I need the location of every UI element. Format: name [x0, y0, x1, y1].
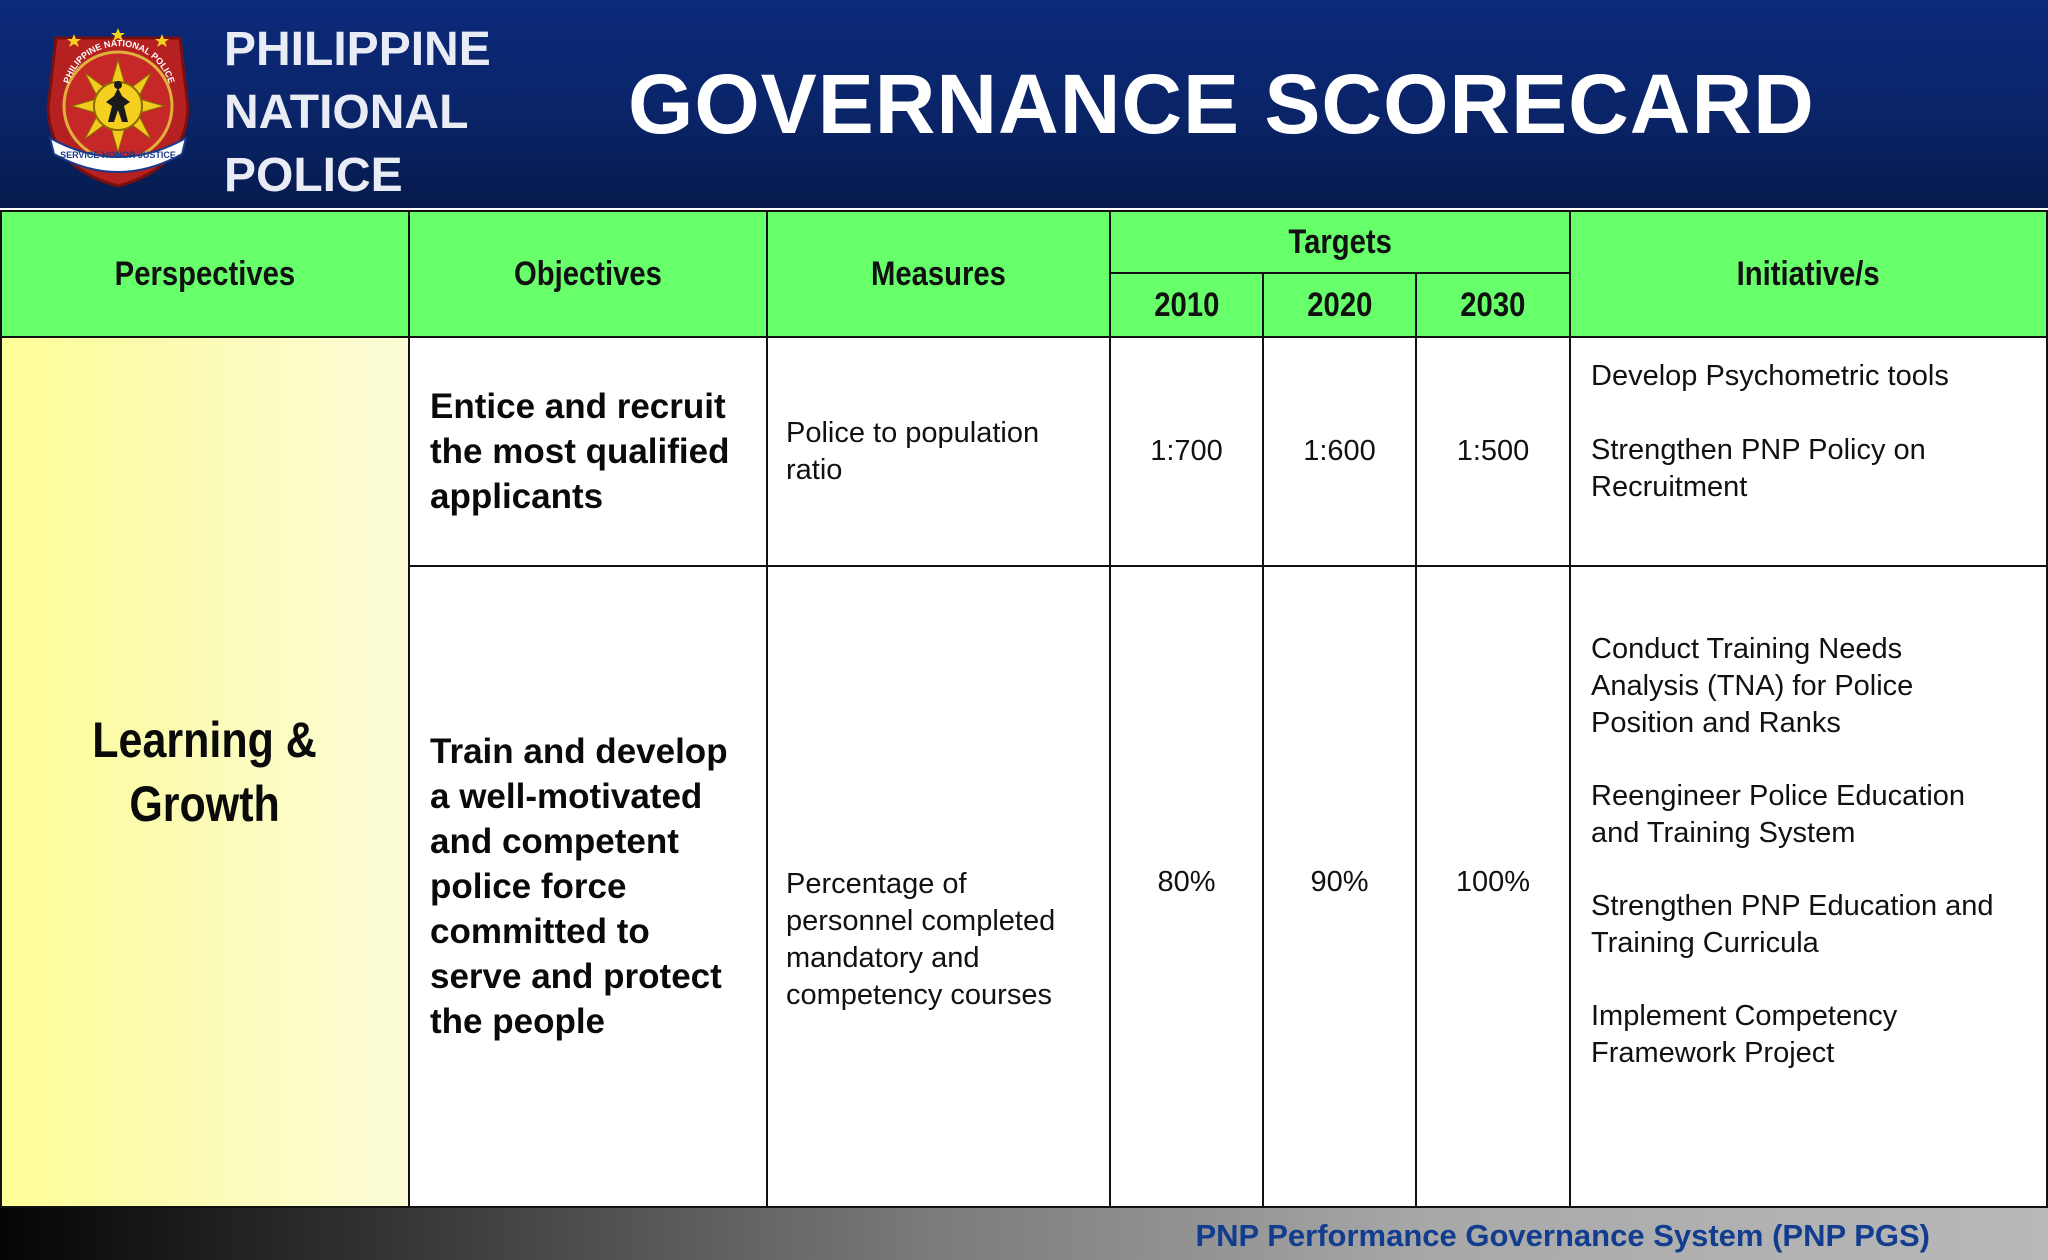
- initiative-item: Develop Psychometric tools: [1591, 360, 1949, 392]
- target-2020-value: 90%: [1264, 567, 1417, 1208]
- initiatives-cell: [1571, 338, 2048, 567]
- seal-top-text: PHILIPPINE NATIONAL POLICE: [61, 38, 177, 85]
- page-title: GOVERNANCE SCORECARD: [628, 57, 1815, 151]
- initiatives-cell: [1571, 567, 2048, 1208]
- measure-text: Percentage of personnel completed mandatory and competency courses: [786, 868, 1056, 1011]
- measure-cell: [768, 567, 1111, 1208]
- objective-cell: [410, 567, 768, 1208]
- target-2030-value: 1:500: [1417, 338, 1571, 567]
- header-initiatives: Initiative/s: [1571, 210, 2048, 338]
- header-targets: Targets: [1111, 210, 1571, 274]
- scorecard-table: [0, 210, 2048, 1208]
- initiative-item: Conduct Training Needs Analysis (TNA) for Police Position and Ranks: [1591, 633, 1914, 739]
- org-name-line: NATIONAL: [224, 86, 469, 139]
- measure-text: Police to population ratio: [786, 416, 1040, 486]
- pnp-seal-icon: [38, 18, 198, 190]
- header-banner: [0, 0, 2048, 208]
- initiative-item: Strengthen PNP Policy on Recruitment: [1591, 434, 1926, 503]
- target-2020-value: 1:600: [1264, 338, 1417, 567]
- initiative-item: Implement Competency Framework Project: [1591, 1000, 1898, 1069]
- header-year-2030: 2030: [1417, 274, 1571, 338]
- organization-name: [224, 18, 491, 207]
- org-name-line: POLICE: [224, 149, 403, 202]
- objective-cell: [410, 338, 768, 567]
- initiative-item: Strengthen PNP Education and Training Curricula: [1591, 890, 1994, 959]
- header-measures: Measures: [768, 210, 1111, 338]
- header-objectives: Objectives: [410, 210, 768, 338]
- header-year-2020: 2020: [1264, 274, 1417, 338]
- footer-bar: [0, 1208, 2048, 1260]
- target-2030-value: 100%: [1417, 567, 1571, 1208]
- header-perspectives: Perspectives: [0, 210, 410, 338]
- initiative-item: Reengineer Police Education and Training System: [1591, 780, 1966, 849]
- target-2010-value: 1:700: [1111, 338, 1264, 567]
- perspective-label: Learning & Growth: [92, 712, 318, 832]
- target-2010-value: 80%: [1111, 567, 1264, 1208]
- org-name-line: PHILIPPINE: [224, 23, 491, 76]
- measure-cell: [768, 338, 1111, 567]
- objective-text: Entice and recruit the most qualified applicants: [430, 387, 730, 516]
- objective-text: Train and develop a well-motivated and competent police force committed to serve and protect the people: [430, 732, 728, 1041]
- perspective-cell: [0, 338, 410, 1208]
- header-year-2010: 2010: [1111, 274, 1264, 338]
- footer-text: PNP Performance Governance System (PNP PGS): [1195, 1218, 1930, 1253]
- seal-banner-text: SERVICE HONOR JUSTICE: [60, 150, 176, 160]
